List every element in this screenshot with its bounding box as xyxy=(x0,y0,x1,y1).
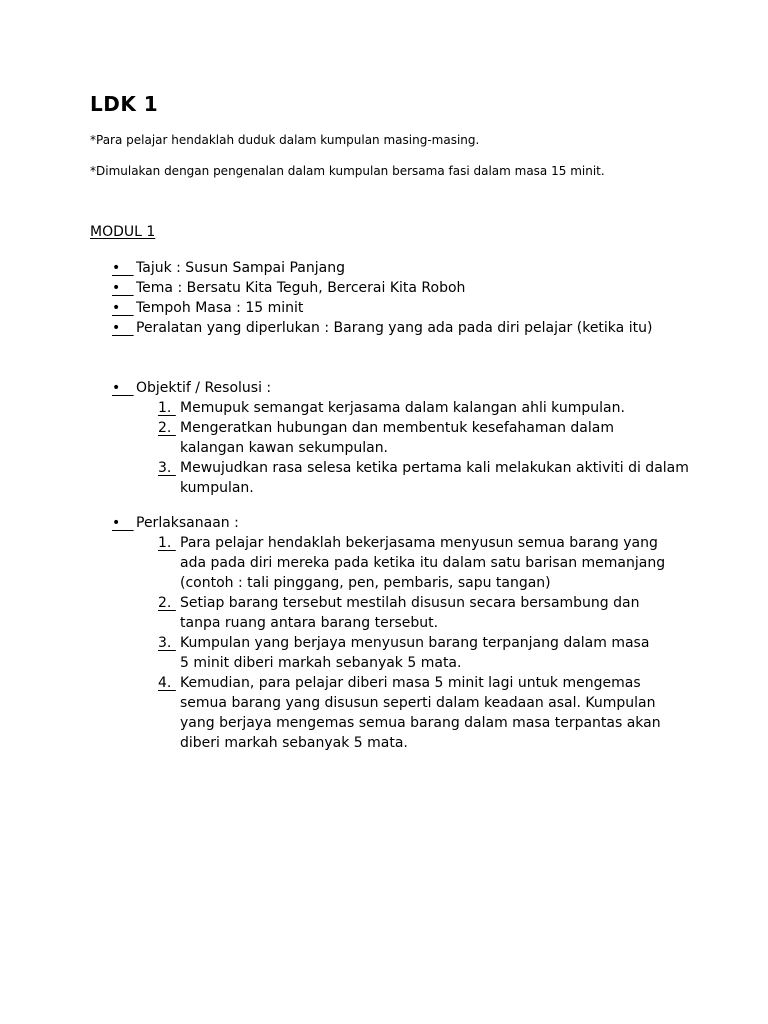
detail-theme: Tema : Bersatu Kita Teguh, Bercerai Kita Roboh xyxy=(136,280,466,296)
detail-equipment: Peralatan yang diperlukan : Barang yang ada pada diri pelajar (ketika itu) xyxy=(136,320,653,336)
detail-topic: Tajuk : Susun Sampai Panjang xyxy=(136,260,345,276)
item-number: 1. xyxy=(158,535,176,551)
item-number: 1. xyxy=(158,400,176,416)
item-number: 2. xyxy=(158,420,176,436)
list-item xyxy=(90,673,680,753)
note-seating: *Para pelajar hendaklah duduk dalam kumpulan masing-masing. xyxy=(90,133,480,147)
note-introduction: *Dimulakan dengan pengenalan dalam kumpulan bersama fasi dalam masa 15 minit. xyxy=(90,164,605,178)
item-number: 3. xyxy=(158,635,176,651)
page-title: LDK 1 xyxy=(90,92,159,116)
objective-text: Memupuk semangat kerjasama dalam kalangan ahli kumpulan. xyxy=(180,400,625,416)
implementation-heading-item xyxy=(90,513,690,533)
details-list xyxy=(90,258,690,338)
list-item xyxy=(90,318,706,338)
module-heading: MODUL 1 xyxy=(90,224,156,240)
list-item xyxy=(90,533,680,593)
implementation-text: Setiap barang tersebut mestilah disusun secara bersambung dan tanpa ruang antara barang tersebut. xyxy=(180,595,640,631)
list-item xyxy=(90,458,690,498)
list-item xyxy=(90,418,650,458)
list-item xyxy=(90,298,690,318)
bullet-icon: • xyxy=(112,260,134,276)
implementation-text: Para pelajar hendaklah bekerjasama menyusun semua barang yang ada pada diri mereka pada ketika itu dalam satu barisan memanjang (contoh : tali pinggang, pen, pembaris, sapu tangan) xyxy=(180,535,666,591)
implementation-section xyxy=(90,513,690,753)
objectives-section xyxy=(90,378,690,498)
objectives-heading-item xyxy=(90,378,690,398)
objective-text: Mengeratkan hubungan dan membentuk kesefahaman dalam kalangan kawan sekumpulan. xyxy=(180,420,614,456)
item-number: 3. xyxy=(158,460,176,476)
bullet-icon: • xyxy=(112,515,134,531)
list-item xyxy=(90,258,690,278)
implementation-text: Kemudian, para pelajar diberi masa 5 minit lagi untuk mengemas semua barang yang disusun seperti dalam keadaan asal. Kumpulan yang berjaya mengemas semua barang dalam masa terpantas akan diberi markah sebanyak 5 mata. xyxy=(180,675,661,751)
implementation-heading: Perlaksanaan : xyxy=(136,515,239,531)
implementation-text: Kumpulan yang berjaya menyusun barang terpanjang dalam masa 5 minit diberi markah sebanyak 5 mata. xyxy=(180,635,650,671)
bullet-icon: • xyxy=(112,320,134,336)
item-number: 2. xyxy=(158,595,176,611)
list-item xyxy=(90,278,690,298)
item-number: 4. xyxy=(158,675,176,691)
list-item xyxy=(90,398,680,418)
detail-duration: Tempoh Masa : 15 minit xyxy=(136,300,304,316)
objective-text: Mewujudkan rasa selesa ketika pertama kali melakukan aktiviti di dalam kumpulan. xyxy=(180,460,689,496)
bullet-icon: • xyxy=(112,380,134,396)
bullet-icon: • xyxy=(112,300,134,316)
list-item xyxy=(90,593,680,633)
bullet-icon: • xyxy=(112,280,134,296)
objectives-heading: Objektif / Resolusi : xyxy=(136,380,272,396)
list-item xyxy=(90,633,650,673)
